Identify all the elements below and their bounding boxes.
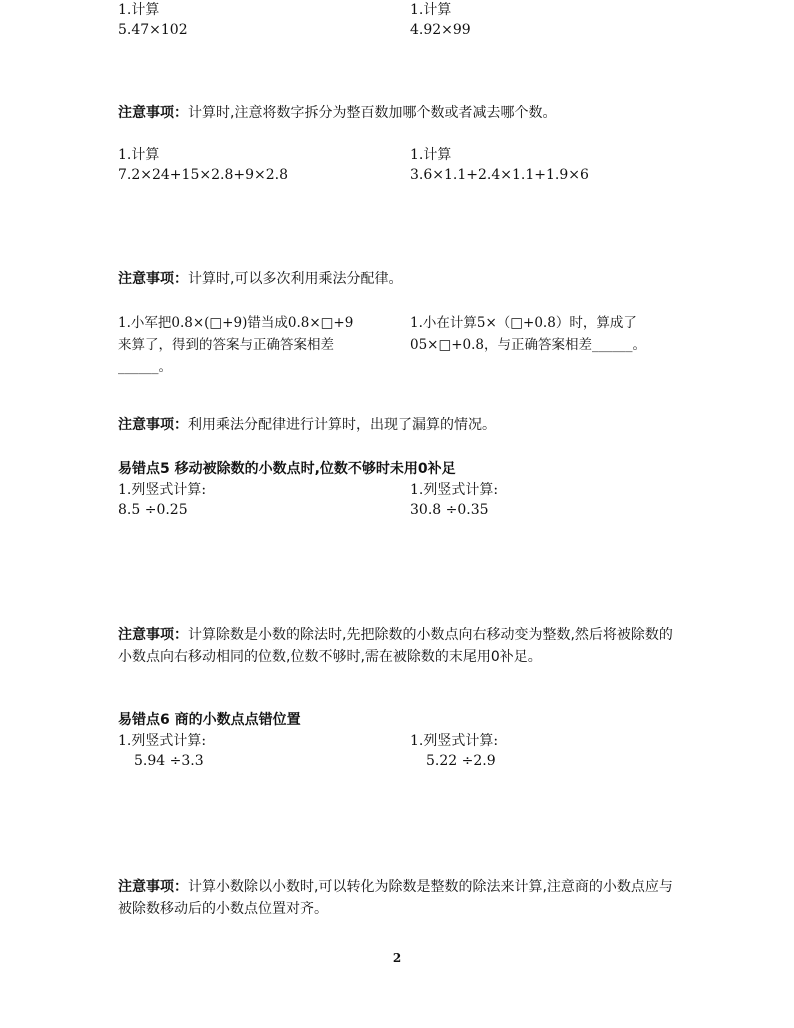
top-problems-row [118,0,688,44]
word-problem-line: 1.小军把0.8×(□+9)错当成0.8×□+9 [118,315,354,331]
word-problem-line: 来算了，得到的答案与正确答案相差 [118,337,334,353]
page-number: 2 [392,951,402,965]
problem-left [118,480,398,520]
word-problem-line: 05×□+0.8，与正确答案相差______。 [410,337,647,353]
problem-right [410,480,690,520]
word-problem-line: ______。 [118,359,172,375]
problem-label: 1.计算 [410,2,452,18]
section6-problems-row [118,731,688,775]
section-heading-6: 易错点6 商的小数点点错位置 [118,712,301,728]
section-heading-5: 易错点5 移动被除数的小数点时,位数不够时未用0补足 [118,461,456,477]
section5-problems-row [118,480,688,524]
problem-label: 1.列竖式计算: [410,733,499,749]
problem-left [118,731,398,771]
note-4 [118,624,678,668]
problem-expression: 3.6×1.1+2.4×1.1+1.9×6 [410,167,589,183]
note-text: 利用乘法分配律进行计算时，出现了漏算的情况。 [188,417,496,433]
word-problem-right [410,312,690,356]
note-text: 计算时,注意将数字拆分为整百数加哪个数或者减去哪个数。 [188,105,557,121]
note-title: 注意事项： [118,271,188,287]
problem-label: 1.列竖式计算: [118,482,207,498]
problem-label: 1.列竖式计算: [118,733,207,749]
problem-left [118,0,398,40]
problem-expression: 5.22 ÷2.9 [426,753,496,769]
problem-label: 1.计算 [118,147,160,163]
note-text: 计算时,可以多次利用乘法分配律。 [188,271,403,287]
note-title: 注意事项： [118,627,188,643]
problem-label: 1.列竖式计算: [410,482,499,498]
problem-expression: 7.2×24+15×2.8+9×2.8 [118,167,288,183]
problem-expression: 4.92×99 [410,22,471,38]
note-text: 计算除数是小数的除法时,先把除数的小数点向右移动变为整数,然后将被除数的小数点向右移动相同的位数,位数不够时,需在被除数的末尾用0补足。 [118,627,673,665]
problem-right [410,731,690,771]
problem-left [118,145,398,185]
problem-right [410,145,690,185]
note-title: 注意事项： [118,105,188,121]
note-text: 计算小数除以小数时,可以转化为除数是整数的除法来计算,注意商的小数点应与被除数移动后的小数点位置对齐。 [118,879,673,917]
note-3 [118,414,688,436]
problem-label: 1.计算 [118,2,160,18]
word-problem-line: 1.小在计算5×（□+0.8）时，算成了 [410,315,637,331]
note-title: 注意事项： [118,879,188,895]
note-2 [118,268,688,290]
problem-label: 1.计算 [410,147,452,163]
distributive-problems-row [118,145,688,189]
problem-expression: 8.5 ÷0.25 [118,502,188,518]
problem-expression: 5.47×102 [118,22,188,38]
note-1 [118,102,688,124]
note-title: 注意事项： [118,417,188,433]
word-problems-row [118,312,688,378]
word-problem-left [118,312,408,378]
problem-expression: 5.94 ÷3.3 [134,753,204,769]
problem-expression: 30.8 ÷0.35 [410,502,489,518]
problem-right [410,0,690,40]
note-5 [118,876,678,920]
